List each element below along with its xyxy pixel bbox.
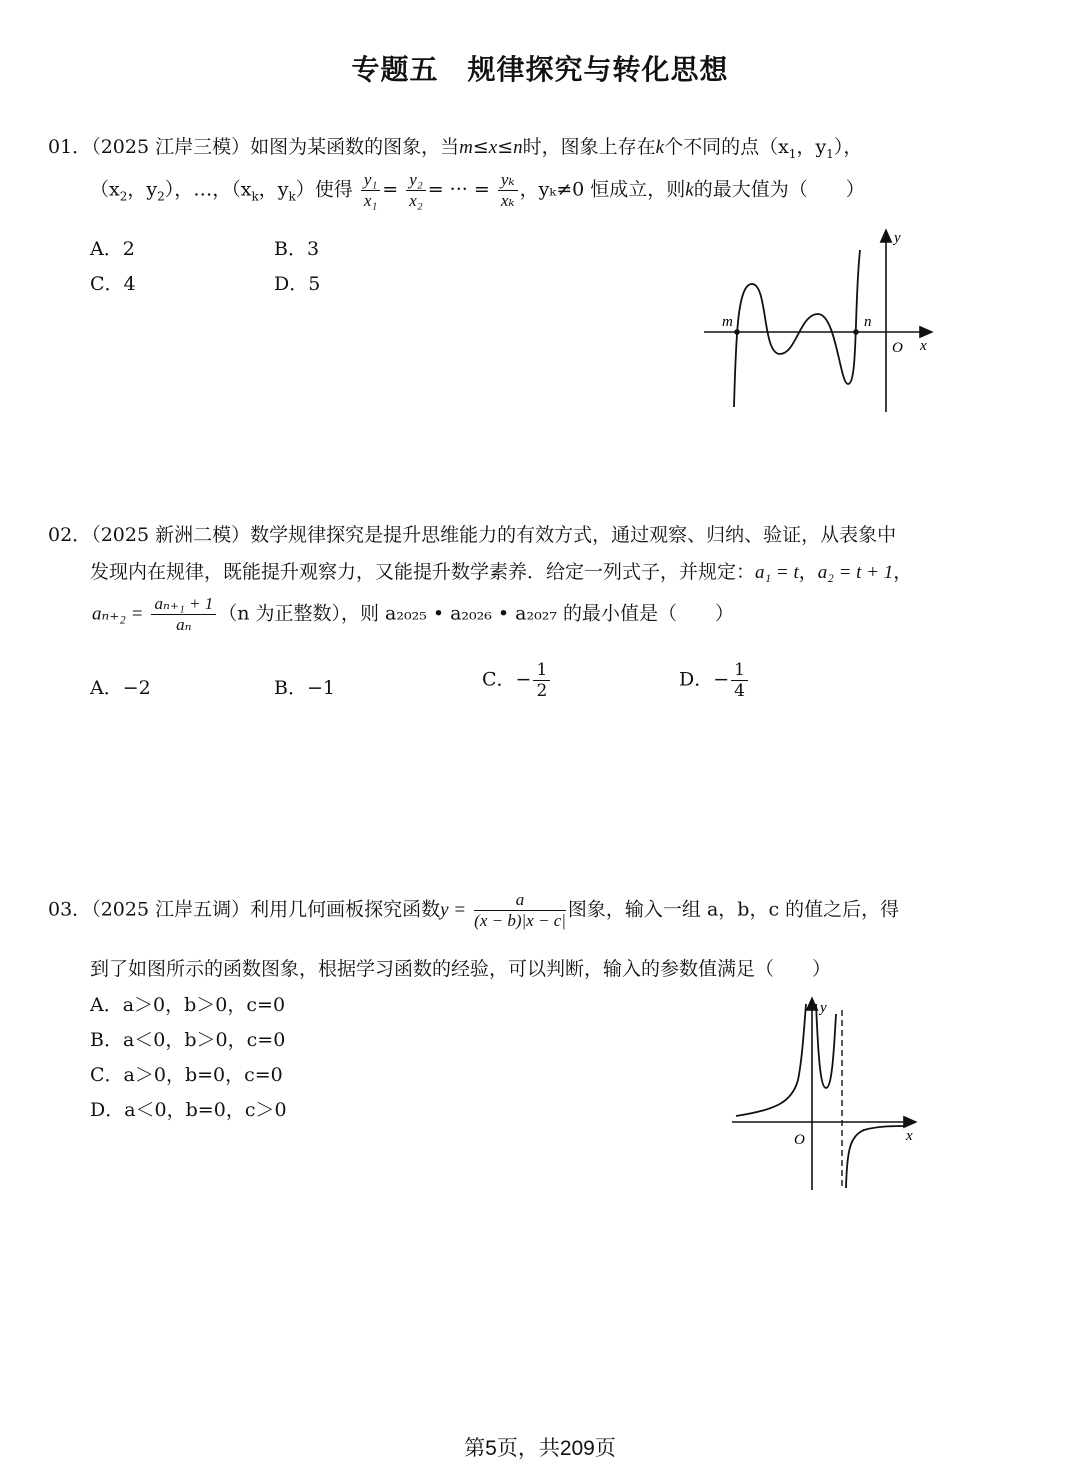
- q3-line1: [48, 890, 899, 931]
- q1-fraction-k: $\frac{\text{yₖ}}{\text{xₖ}}$: [498, 170, 518, 211]
- q3-label-x: x: [906, 1128, 913, 1144]
- q1-label-m: m: [722, 314, 733, 330]
- q3-curve-middle: [816, 1004, 836, 1088]
- q1-equals: =: [382, 178, 399, 201]
- q2-option-c-fraction: $\frac{1}{2}$: [533, 660, 550, 701]
- q1-text: ），: [833, 136, 863, 158]
- q2-text: （n 为正整数），则 a₂₀₂₅ • a₂₀₂₆ • a₂₀₂₇ 的最小值是（ ）: [218, 602, 735, 625]
- q1-le: ≤: [472, 136, 489, 158]
- q1-var-x: x: [488, 137, 498, 158]
- q1-sub: 1: [826, 146, 834, 161]
- q2-a1: a₁ = t: [755, 562, 799, 583]
- q1-text: 如图为某函数的图象，当: [250, 136, 460, 158]
- q1-var-n: n: [513, 137, 523, 158]
- q1-option-c: C．4: [90, 273, 136, 295]
- q2-a2: a₂ = t + 1: [817, 562, 894, 583]
- q2-text: 数学规律探究是提升思维能力的有效方式，通过观察、归纳、验证，从表象中: [250, 524, 897, 546]
- q3-label-y: y: [820, 1000, 827, 1016]
- page-footer: 第5页，共209页: [464, 1437, 616, 1460]
- q1-sub: k: [288, 189, 296, 204]
- q1-line2: [90, 170, 865, 211]
- q1-var-m: m: [459, 137, 473, 158]
- q1-curve: [734, 250, 860, 407]
- q3-curve-left: [736, 1004, 806, 1116]
- q1-text: ，y: [258, 178, 289, 201]
- q3-number: 03．: [48, 898, 92, 921]
- q2-text: ，: [893, 561, 913, 583]
- q3-option-a: A．a＞0，b＞0，c=0: [90, 994, 286, 1016]
- q1-fraction-2: $\frac{\text{y₂}}{\text{x₂}}$: [406, 170, 425, 211]
- q1-text: ，yₖ≠0 恒成立，则: [519, 178, 686, 201]
- q2-text: 发现内在规律，既能提升观察力，又能提升数学素养．给定一列式子，并规定：: [90, 561, 756, 583]
- q2-line2: [90, 557, 912, 584]
- q3-text: 利用几何画板探究函数: [250, 898, 441, 921]
- q1-label-n: n: [864, 314, 872, 330]
- q3-y-equals: y =: [440, 899, 467, 921]
- q2-option-d-fraction: $\frac{1}{4}$: [731, 660, 748, 701]
- q1-equals: = ··· =: [427, 178, 490, 201]
- q2-line3: [92, 594, 734, 635]
- q2-option-a: A．−2: [90, 677, 151, 699]
- q2-line1: [48, 520, 896, 547]
- q3-option-b: B．a＜0，b＞0，c=0: [90, 1029, 286, 1051]
- q1-sub: 2: [157, 189, 165, 204]
- q2-lhs: aₙ₊₂ =: [92, 603, 144, 625]
- q2-text: ，: [798, 561, 818, 583]
- q1-label-origin: O: [892, 340, 903, 356]
- q1-text: ），…，（x: [164, 178, 252, 201]
- q1-text: 个不同的点（x: [664, 136, 789, 158]
- q3-function-fraction: $\frac{a}{(x - b)|x - c|}$: [474, 890, 566, 930]
- q1-text: （x: [90, 178, 120, 201]
- q1-label-y: y: [894, 230, 901, 246]
- q1-function-graph: [696, 222, 946, 422]
- q1-fraction-1: $\frac{\text{y₁}}{\text{x₁}}$: [361, 170, 380, 211]
- q1-text: ，y: [127, 178, 158, 201]
- q1-var-k: k: [685, 179, 694, 201]
- q2-option-c: C．− $\frac{1}{2}$: [482, 660, 552, 701]
- q1-text: 的最大值为（ ）: [693, 178, 865, 201]
- q3-option-c: C．a＞0，b=0，c=0: [90, 1064, 283, 1086]
- q1-sub: 1: [788, 146, 797, 161]
- q1-point-m: [734, 329, 740, 335]
- q1-point-n: [853, 329, 859, 335]
- q3-curve-right: [846, 1126, 906, 1188]
- q1-le: ≤: [497, 136, 514, 158]
- q3-label-origin: O: [794, 1132, 805, 1148]
- q1-option-a: A．2: [90, 238, 135, 260]
- q1-option-b: B．3: [274, 238, 320, 260]
- q1-option-d: D．5: [274, 273, 321, 295]
- q3-option-d: D．a＜0，b=0，c＞0: [90, 1099, 287, 1121]
- q2-recursion-fraction: $\frac{\text{aₙ₊₁ + 1}}{\text{aₙ}}$: [151, 594, 216, 635]
- q1-text: 时，图象上存在: [522, 136, 656, 158]
- q1-label-x: x: [920, 338, 927, 354]
- q2-source: （2025 新洲二模）: [91, 524, 251, 546]
- q1-number: 01．: [48, 136, 92, 158]
- q1-sub: k: [251, 189, 259, 204]
- q3-text: 图象，输入一组 a，b，c 的值之后，得: [567, 898, 900, 921]
- q1-text: ，y: [796, 136, 827, 158]
- q2-number: 02．: [48, 524, 92, 546]
- q3-function-graph: [726, 990, 926, 1200]
- q3-source: （2025 江岸五调）: [91, 898, 251, 921]
- q3-line2: 到了如图所示的函数图象，根据学习函数的经验，可以判断，输入的参数值满足（ ）: [90, 958, 832, 980]
- q1-line1: [48, 132, 862, 161]
- q2-option-d: D．− $\frac{1}{4}$: [679, 660, 750, 701]
- q2-option-b: B．−1: [274, 677, 335, 699]
- q1-source: （2025 江岸三模）: [91, 136, 251, 158]
- q1-text: ）使得: [295, 178, 353, 201]
- q1-sub: 2: [119, 189, 128, 204]
- page-title: 专题五 规律探究与转化思想: [351, 53, 729, 86]
- q1-var-k: k: [655, 137, 665, 158]
